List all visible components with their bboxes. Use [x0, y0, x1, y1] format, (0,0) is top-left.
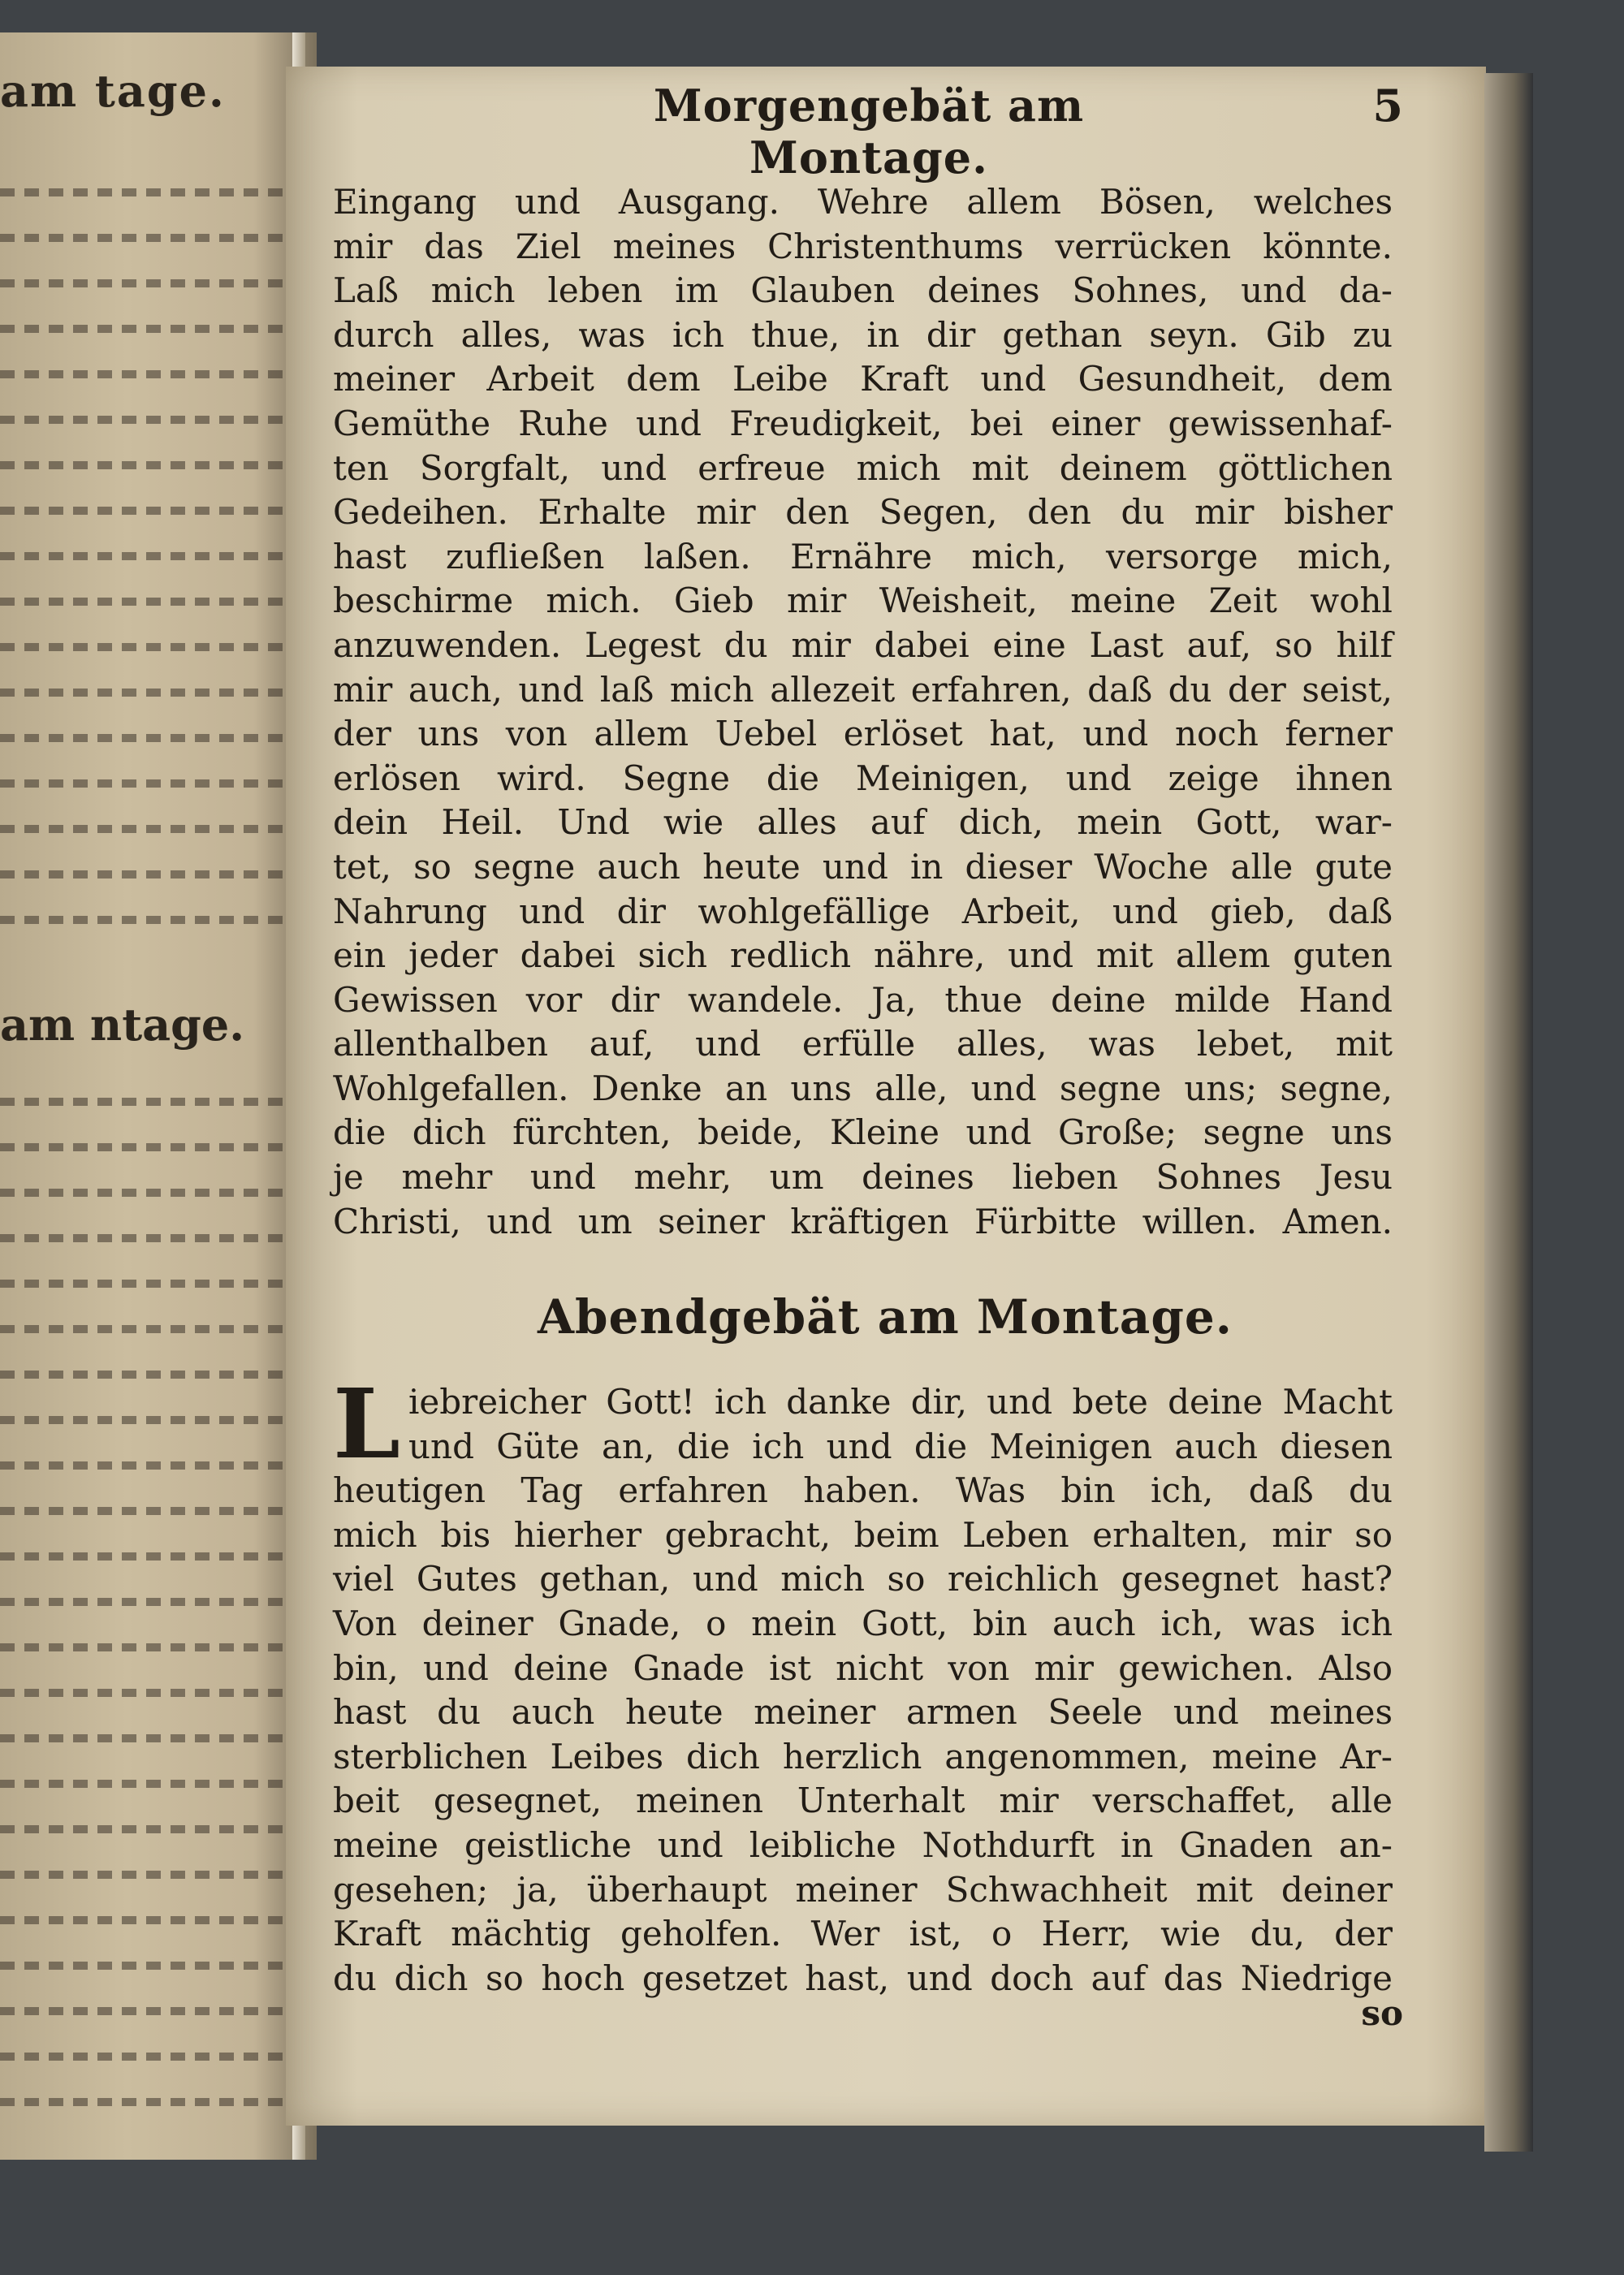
previous-page-line — [0, 1543, 309, 1570]
section-title-evening: Abendgebät am Montage. — [538, 1289, 1233, 1345]
text-line: Kraft mächtig geholfen. Wer ist, o Herr, wie du, der — [333, 1914, 1393, 1954]
text-line: du dich so hoch gesetzet hast, und doch auf das Niedrige — [333, 1958, 1393, 1998]
book-cover-edge — [1484, 73, 1533, 2152]
text-line: Gemüthe Ruhe und Freudigkeit, bei einer gewissenhaf- — [333, 403, 1393, 443]
previous-page-line — [0, 1452, 309, 1479]
previous-page-line — [0, 1815, 309, 1843]
previous-page-line — [0, 270, 309, 297]
text-line: ten Sorgfalt, und erfreue mich mit deinem göttlichen — [333, 447, 1393, 488]
text-line: Laß mich leben im Glauben deines Sohnes, und da- — [333, 270, 1393, 311]
text-line: ein jeder dabei sich redlich nähre, und mit allem guten — [333, 935, 1393, 976]
text-line: Von deiner Gnade, o mein Gott, bin auch ich, was ich — [333, 1603, 1393, 1643]
previous-page-line — [0, 179, 309, 206]
text-line: bin, und deine Gnade ist nicht von mir gewichen. Also — [333, 1647, 1393, 1688]
previous-page-line — [0, 2088, 309, 2116]
previous-page-line — [0, 1088, 309, 1116]
previous-page — [0, 32, 317, 2160]
text-line: dein Heil. Und wie alles auf dich, mein Gott, war- — [333, 802, 1393, 843]
text-line: hast zufließen laßen. Ernähre mich, versorge mich, — [333, 536, 1393, 576]
text-line: tet, so segne auch heute und in dieser Woche alle gute — [333, 846, 1393, 887]
text-line: beit gesegnet, meinen Unterhalt mir verschaffet, alle — [333, 1781, 1393, 1821]
previous-page-line — [0, 497, 309, 525]
previous-page-line — [0, 2043, 309, 2070]
evening-prayer-text — [333, 1367, 1393, 2001]
previous-page-line — [0, 1906, 309, 1934]
running-head: Morgengebät am Montage. — [653, 80, 1085, 183]
previous-page-line — [0, 770, 309, 797]
text-line: meine geistliche und leibliche Nothdurft in Gnaden an- — [333, 1824, 1393, 1865]
text-line: meiner Arbeit dem Leibe Kraft und Gesundheit, dem — [333, 359, 1393, 399]
previous-page-line — [0, 1952, 309, 1979]
previous-page-line — [0, 1406, 309, 1434]
previous-page-line — [0, 542, 309, 570]
text-line: gesehen; ja, überhaupt meiner Schwachheit mit deiner — [333, 1869, 1393, 1910]
previous-page-line — [0, 724, 309, 752]
previous-page-line — [0, 1133, 309, 1161]
text-line: Christi, und um seiner kräftigen Fürbitte willen. Amen. — [333, 1201, 1393, 1241]
text-line: Nahrung und dir wohlgefällige Arbeit, und gieb, daß — [333, 891, 1393, 931]
drop-initial: L — [333, 1367, 400, 1480]
previous-page-line — [0, 1861, 309, 1889]
previous-page-line — [0, 315, 309, 343]
text-line: mir auch, und laß mich allezeit erfahren, daß du der seist, — [333, 669, 1393, 710]
morning-prayer-text — [333, 180, 1393, 1244]
text-line: anzuwenden. Legest du mir dabei eine Last auf, so hilf — [333, 624, 1393, 665]
page-number: 5 — [1372, 80, 1403, 132]
previous-page-line — [0, 1179, 309, 1207]
text-line: Gedeihen. Erhalte mir den Segen, den du mir bisher — [333, 492, 1393, 533]
previous-page-line — [0, 406, 309, 434]
previous-page-line — [0, 1997, 309, 2025]
previous-page-line — [0, 906, 309, 934]
text-line: viel Gutes gethan, und mich so reichlich gesegnet hast? — [333, 1559, 1393, 1599]
text-line: mir das Ziel meines Christenthums verrücken könnte. — [333, 226, 1393, 266]
previous-page-line — [0, 1224, 309, 1252]
previous-page-line — [0, 451, 309, 479]
previous-page-line — [0, 1315, 309, 1343]
previous-page-running-head: am tage. — [0, 65, 226, 117]
previous-page-line — [0, 815, 309, 843]
text-line: je mehr und mehr, um deines lieben Sohnes Jesu — [333, 1157, 1393, 1198]
previous-page-line — [0, 633, 309, 661]
previous-page-line — [0, 1270, 309, 1297]
text-line: der uns von allem Uebel erlöset hat, und noch ferner — [333, 714, 1393, 754]
text-line: mich bis hierher gebracht, beim Leben erhalten, mir so — [333, 1514, 1393, 1555]
text-line: heutigen Tag erfahren haben. Was bin ich, daß du — [333, 1470, 1393, 1511]
text-line: die dich fürchten, beide, Kleine und Große; segne uns — [333, 1112, 1393, 1153]
text-line: erlösen wird. Segne die Meinigen, und zeige ihnen — [333, 758, 1393, 798]
previous-page-line — [0, 679, 309, 706]
previous-page-line — [0, 1361, 309, 1388]
text-line: durch alles, was ich thue, in dir gethan seyn. Gib zu — [333, 314, 1393, 355]
text-line: hast du auch heute meiner armen Seele und meines — [333, 1692, 1393, 1733]
text-line: iebreicher Gott! ich danke dir, und bete deine Macht — [408, 1382, 1393, 1422]
previous-page-line — [0, 1497, 309, 1525]
text-line: beschirme mich. Gieb mir Weisheit, meine Zeit wohl — [333, 581, 1393, 621]
previous-page-line — [0, 360, 309, 388]
text-line: allenthalben auf, und erfülle alles, was lebet, mit — [333, 1024, 1393, 1064]
previous-page-line — [0, 861, 309, 888]
previous-page-line — [0, 224, 309, 252]
previous-page-line — [0, 1634, 309, 1661]
text-line: und Güte an, die ich und die Meinigen auch diesen — [408, 1426, 1393, 1466]
catchword: so — [1361, 1993, 1403, 2033]
text-line: sterblichen Leibes dich herzlich angenommen, meine Ar- — [333, 1736, 1393, 1776]
text-line: Gewissen vor dir wandele. Ja, thue deine milde Hand — [333, 979, 1393, 1020]
previous-page-section-title: am ntage. — [0, 999, 245, 1051]
previous-page-line — [0, 1725, 309, 1752]
previous-page-line — [0, 1588, 309, 1616]
text-line: Wohlgefallen. Denke an uns alle, und segne uns; segne, — [333, 1068, 1393, 1108]
previous-page-line — [0, 588, 309, 615]
previous-page-line — [0, 1679, 309, 1707]
previous-page-line — [0, 1770, 309, 1798]
text-line: Eingang und Ausgang. Wehre allem Bösen, welches — [333, 182, 1393, 222]
